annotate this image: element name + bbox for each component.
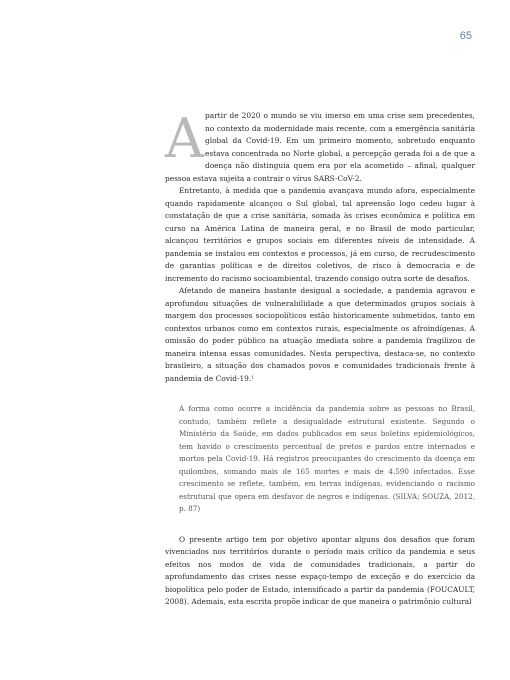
paragraph-2: Entretanto, à medida que a pandemia avançava mundo afora, especialmente quando rapidamente alcançou o Sul global, tal apreensão logo cedeu lugar à constatação de que a crise sanitária, somada às crises econômica e política em curso na América Latina de maneira geral, e no Brasil de modo particular, alcançou territórios e grupos sociais em diferentes níveis de intensidade. A pandemia se instalou em contextos e processos, já em curso, de recrudescimento de garantias políticas e de direitos coletivos, de risco à democracia e de incremento do racismo socioambiental, trazendo consigo outra sorte de desafios. [165,186,475,283]
paragraph-3: Afetando de maneira bastante desigual a sociedade, a pandemia agravou e aprofundou situações de vulnerabilidade a que determinados grupos sociais à margem dos processos sociopolíticos estão historicamente submetidos, tanto em contextos urbanos como em contextos rurais, especialmente os afroindígenas. A omissão do poder público na atuação imediata sobre a pandemia fragilizou de maneira intensa essas comunidades. Nesta perspectiva, destaca-se, no contexto brasileiro, a situação dos chamados povos e comunidades tradicionais frente à pandemia de Covid-19.¹ [165,286,475,383]
block-quote: A forma como ocorre a incidência da pandemia sobre as pessoas no Brasil, contudo, também reflete a desigualdade estrutural existente. Segundo o Ministério da Saúde, em dados publicados em seus boletins epidemiológicos, tem havido o crescimento percentual de pretos e pardos entre internados e mortos pela Covid-19. Há registros preocupantes do crescimento da doença em quilombos, somando mais de 165 mortes e mais de 4.590 infectados. Esse crescimento se reflete, também, em terras indígenas, evidenciando o racismo estrutural que opera em desfavor de negros e indígenas. (SILVA; SOUZA, 2012, p. 87) [179,404,475,513]
paragraph-1 [165,107,475,185]
paragraph-4: O presente artigo tem por objetivo apontar alguns dos desafios que foram vivenciados nos territórios durante o período mais crítico da pandemia e seus efeitos nos modos de vida de comunidades tradicionais, a partir do aprofundamento das crises nesse espaço-tempo de exceção e do exercício da biopolítica pelo poder de Estado, intensificado a partir da pandemia (FOUCAULT, 2008). Ademais, esta escrita propõe indicar de que maneira o patrimônio cultural [165,534,475,606]
page-number: 65 [459,30,472,42]
paragraph-1-text: partir de 2020 o mundo se viu imerso em uma crise sem precedentes, no contexto da modernidade mais recente, com a emergência sanitária global da Covid-19. Em um primeiro momento, sobretudo enquanto estava concentrada no Norte global, a percepção gerada foi a de que a doença não distinguia quem era por ela acometido – afinal, qualquer pessoa estava sujeita a contrair o vírus SARS-CoV-2. [165,111,475,183]
drop-cap-letter: A [165,107,204,170]
page-body [165,107,475,609]
